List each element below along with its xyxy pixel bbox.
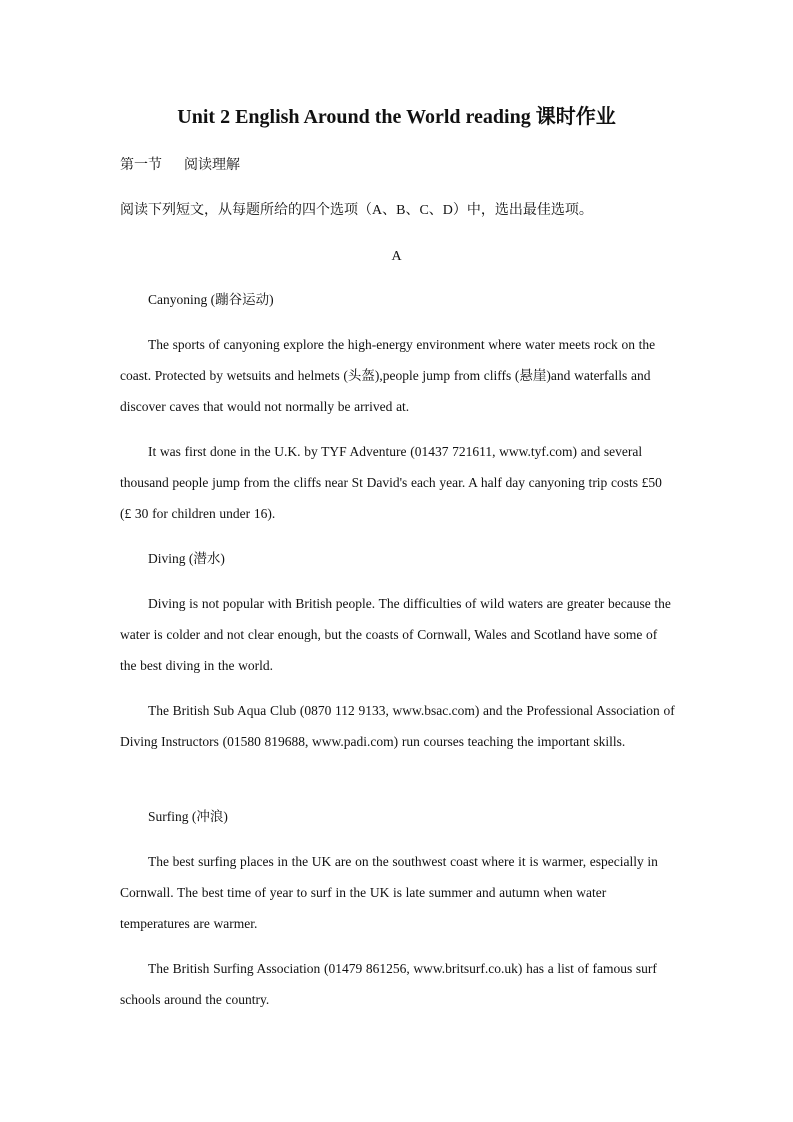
paragraph-surfing-2: The British Surfing Association (01479 861256, www.britsurf.co.uk) has a list of famous surf schools around the country. xyxy=(120,961,657,1007)
section-heading-canyoning: Canyoning (蹦谷运动) xyxy=(148,292,274,307)
paragraph-diving-1: Diving is not popular with British people. The difficulties of wild waters are greater because the water is colder and not clear enough, but the coasts of Cornwall, Wales and Scotland have some of the best diving in the world. xyxy=(120,596,671,673)
passage-letter: A xyxy=(391,249,402,264)
paragraph-surfing-1: The best surfing places in the UK are on the southwest coast where it is warmer, especially in Cornwall. The best time of year to surf in the UK is late summer and autumn when water temperatures are warmer. xyxy=(120,854,658,931)
paragraph-canyoning-1: The sports of canyoning explore the high-energy environment where water meets rock on the coast. Protected by wetsuits and helmets (头盔),people jump from cliffs (悬崖)and waterfalls and discover caves that would not normally be arrived at. xyxy=(120,337,656,414)
paragraph-diving-2: The British Sub Aqua Club (0870 112 9133, www.bsac.com) and the Professional Association of Diving Instructors (01580 819688, www.padi.com) run courses teaching the important skills. xyxy=(120,703,675,749)
section-header xyxy=(120,156,240,176)
document-title: Unit 2 English Around the World reading 课时作业 xyxy=(177,106,616,128)
section-name: 阅读理解 xyxy=(184,158,240,173)
instruction-text: 阅读下列短文，从每题所给的四个选项（A、B、C、D）中，选出最佳选项。 xyxy=(120,203,593,218)
paragraph-canyoning-2: It was first done in the U.K. by TYF Adventure (01437 721611, www.tyf.com) and several thousand people jump from the cliffs near St David's each year. A half day canyoning trip costs £50 (£ 30 for children under 16). xyxy=(120,444,662,521)
section-heading-surfing: Surfing (冲浪) xyxy=(148,809,228,824)
section-heading-diving: Diving (潜水) xyxy=(148,551,225,566)
section-label: 第一节 xyxy=(120,158,162,173)
